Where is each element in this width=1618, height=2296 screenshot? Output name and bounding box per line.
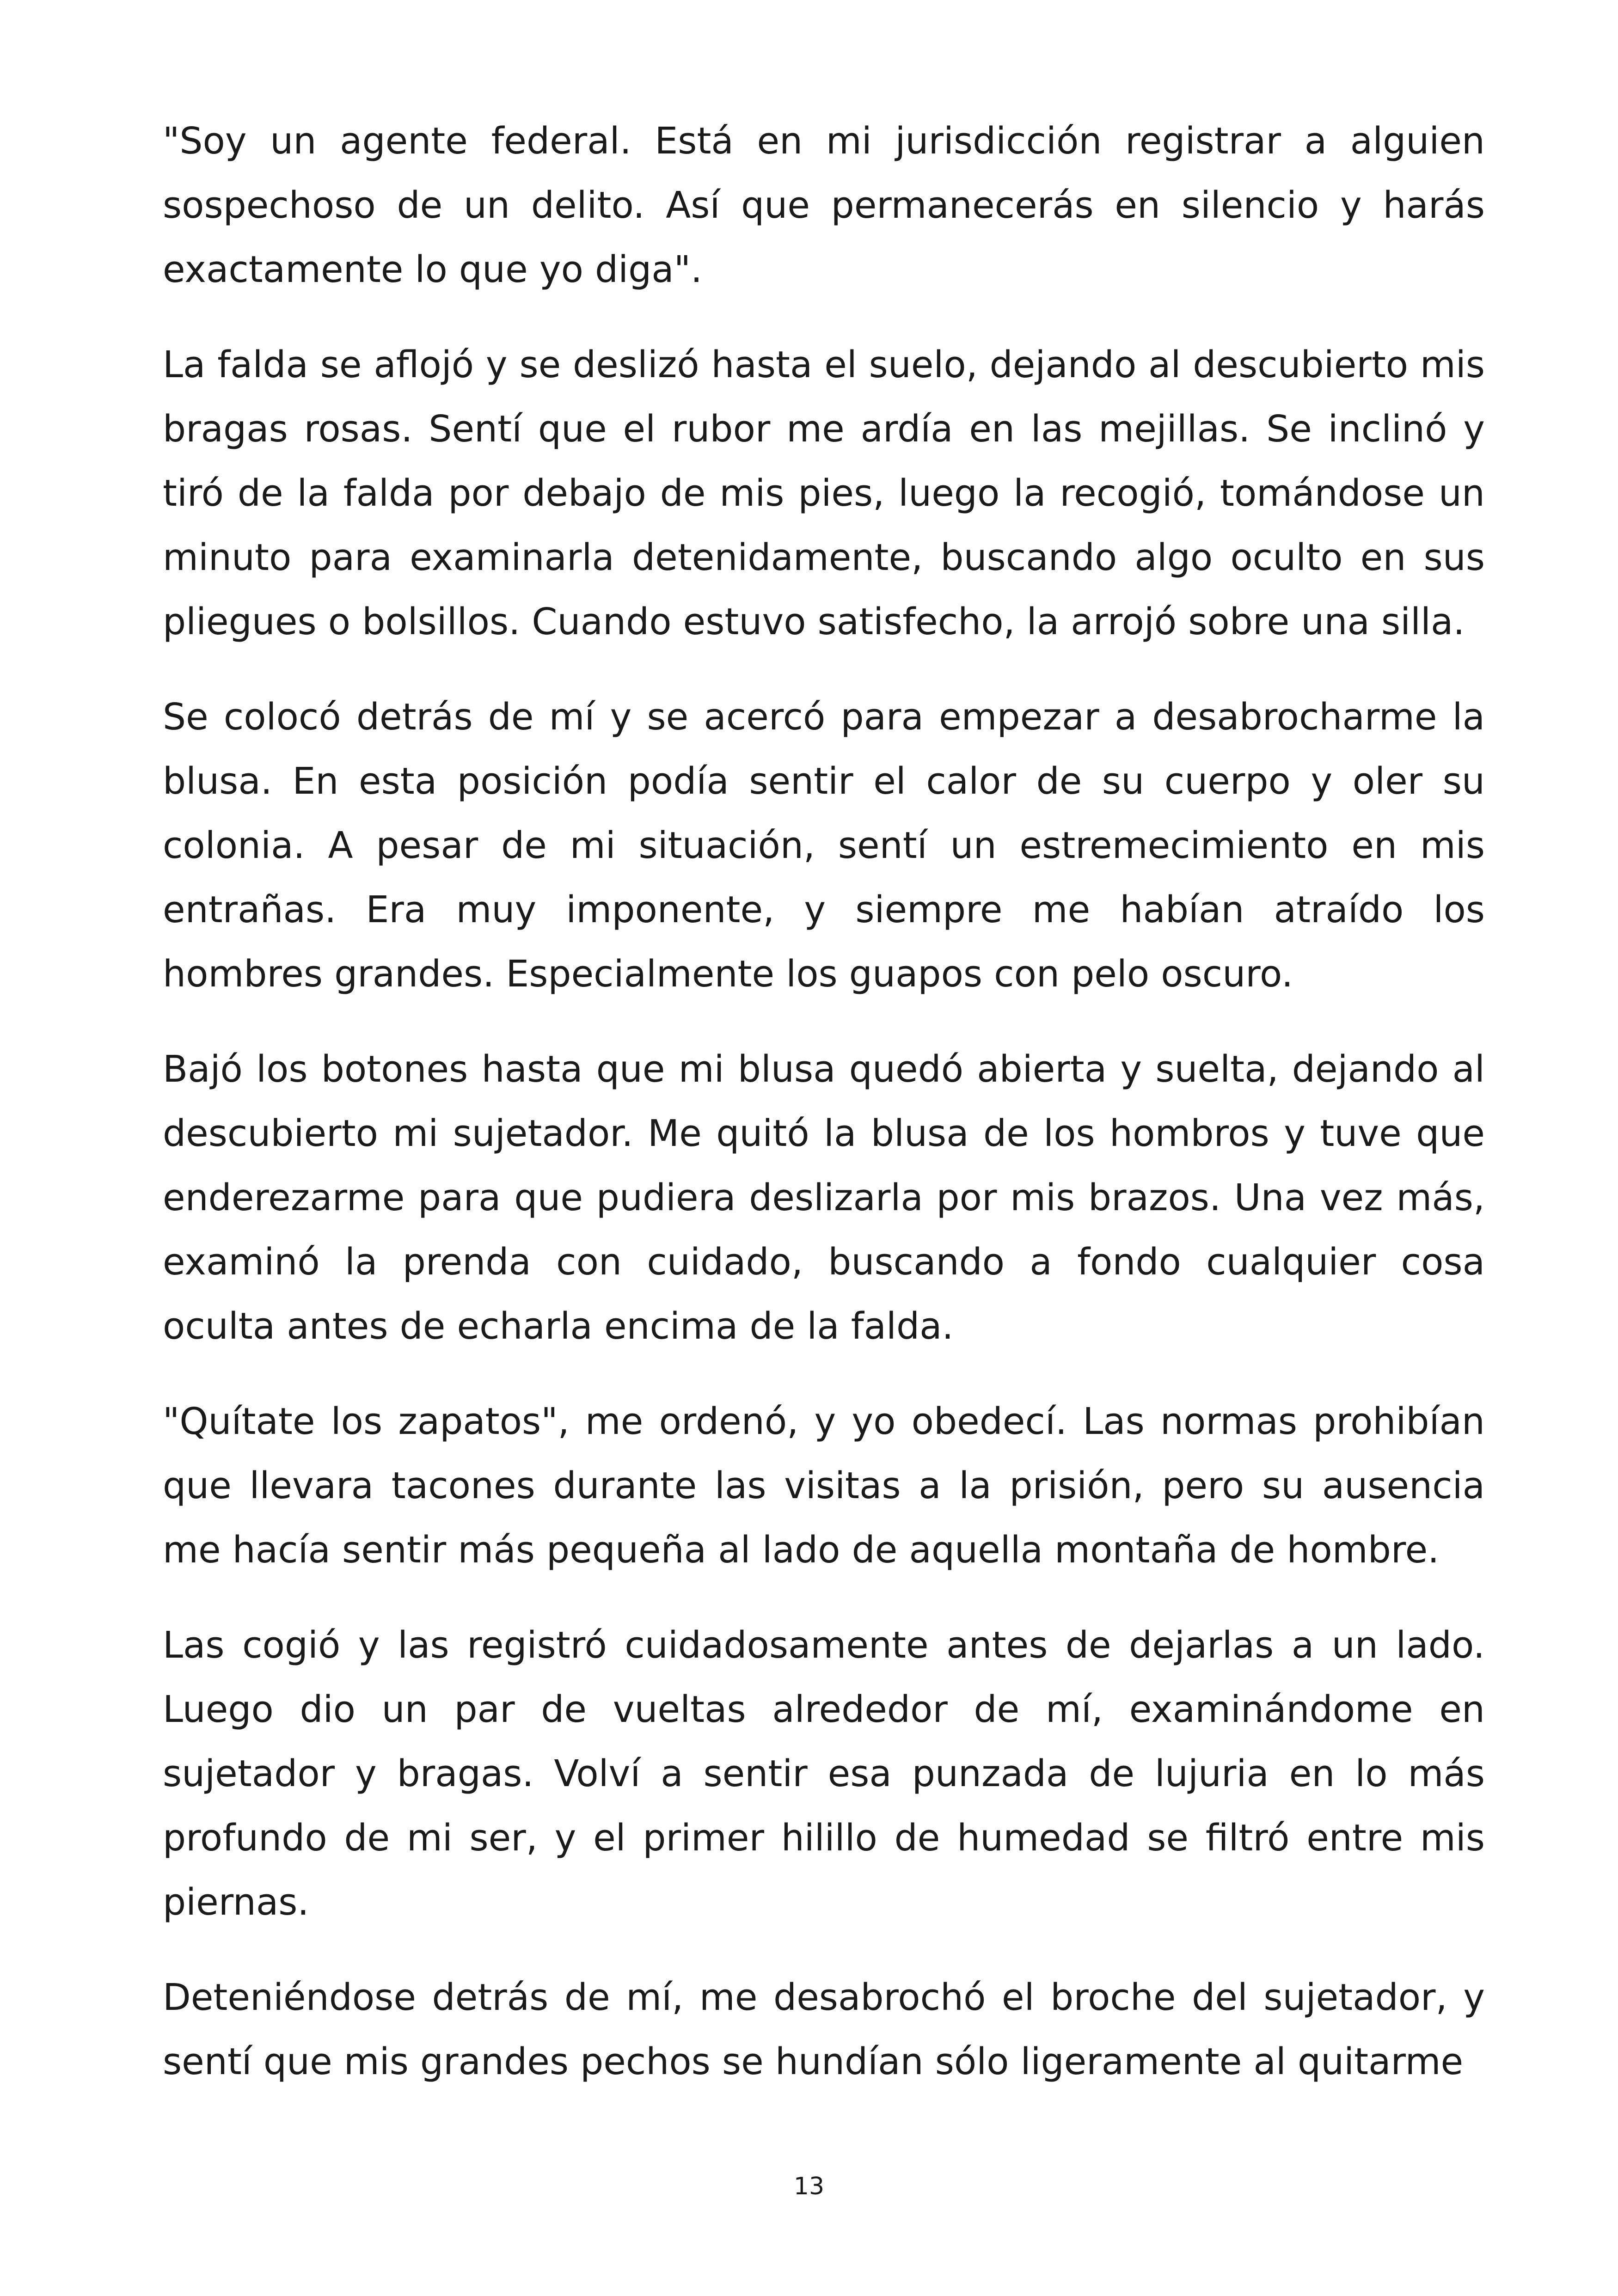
paragraph-4: Bajó los botones hasta que mi blusa quedó abierta y suelta, dejando al descubierto mi sujetador. Me quitó la blusa de los hombros y tuve que enderezarme para que pudiera deslizarla por mis brazos. Una vez más, examinó la prenda con cuidado, buscando a fondo cualquier cosa oculta antes de echarla encima de la falda. [163,1048,1485,1347]
paragraph-1: "Soy un agente federal. Está en mi jurisdicción registrar a alguien sospechoso de un delito. Así que permanecerás en silencio y harás exactamente lo que yo diga". [163,120,1485,291]
paragraph-3: Se colocó detrás de mí y se acercó para empezar a desabrocharme la blusa. En esta posición podía sentir el calor de su cuerpo y oler su colonia. A pesar de mi situación, sentí un estremecimiento en mis entrañas. Era muy imponente, y siempre me habían atraído los hombres grandes. Especialmente los guapos con pelo oscuro. [163,696,1485,995]
paragraph-2: La falda se aflojó y se deslizó hasta el suelo, dejando al descubierto mis bragas rosas. Sentí que el rubor me ardía en las mejillas. Se inclinó y tiró de la falda por debajo de mis pies, luego la recogió, tomándose un minuto para examinarla detenidamente, buscando algo oculto en sus pliegues o bolsillos. Cuando estuvo satisfecho, la arrojó sobre una silla. [163,343,1485,643]
paragraph-6: Las cogió y las registró cuidadosamente antes de dejarlas a un lado. Luego dio un par de vueltas alrededor de mí, examinándome en sujetador y bragas. Volví a sentir esa punzada de lujuria en lo más profundo de mi ser, y el primer hilillo de humedad se filtró entre mis piernas. [163,1624,1485,1923]
page-number: 13 [793,2173,825,2200]
paragraph-7: Deteniéndose detrás de mí, me desabrochó el broche del sujetador, y sentí que mis grandes pechos se hundían sólo ligeramente al quitarme [163,1976,1485,2083]
paragraph-5: "Quítate los zapatos", me ordenó, y yo obedecí. Las normas prohibían que llevara tacones durante las visitas a la prisión, pero su ausencia me hacía sentir más pequeña al lado de aquella montaña de hombre. [163,1400,1485,1571]
body-text [163,109,1485,2094]
